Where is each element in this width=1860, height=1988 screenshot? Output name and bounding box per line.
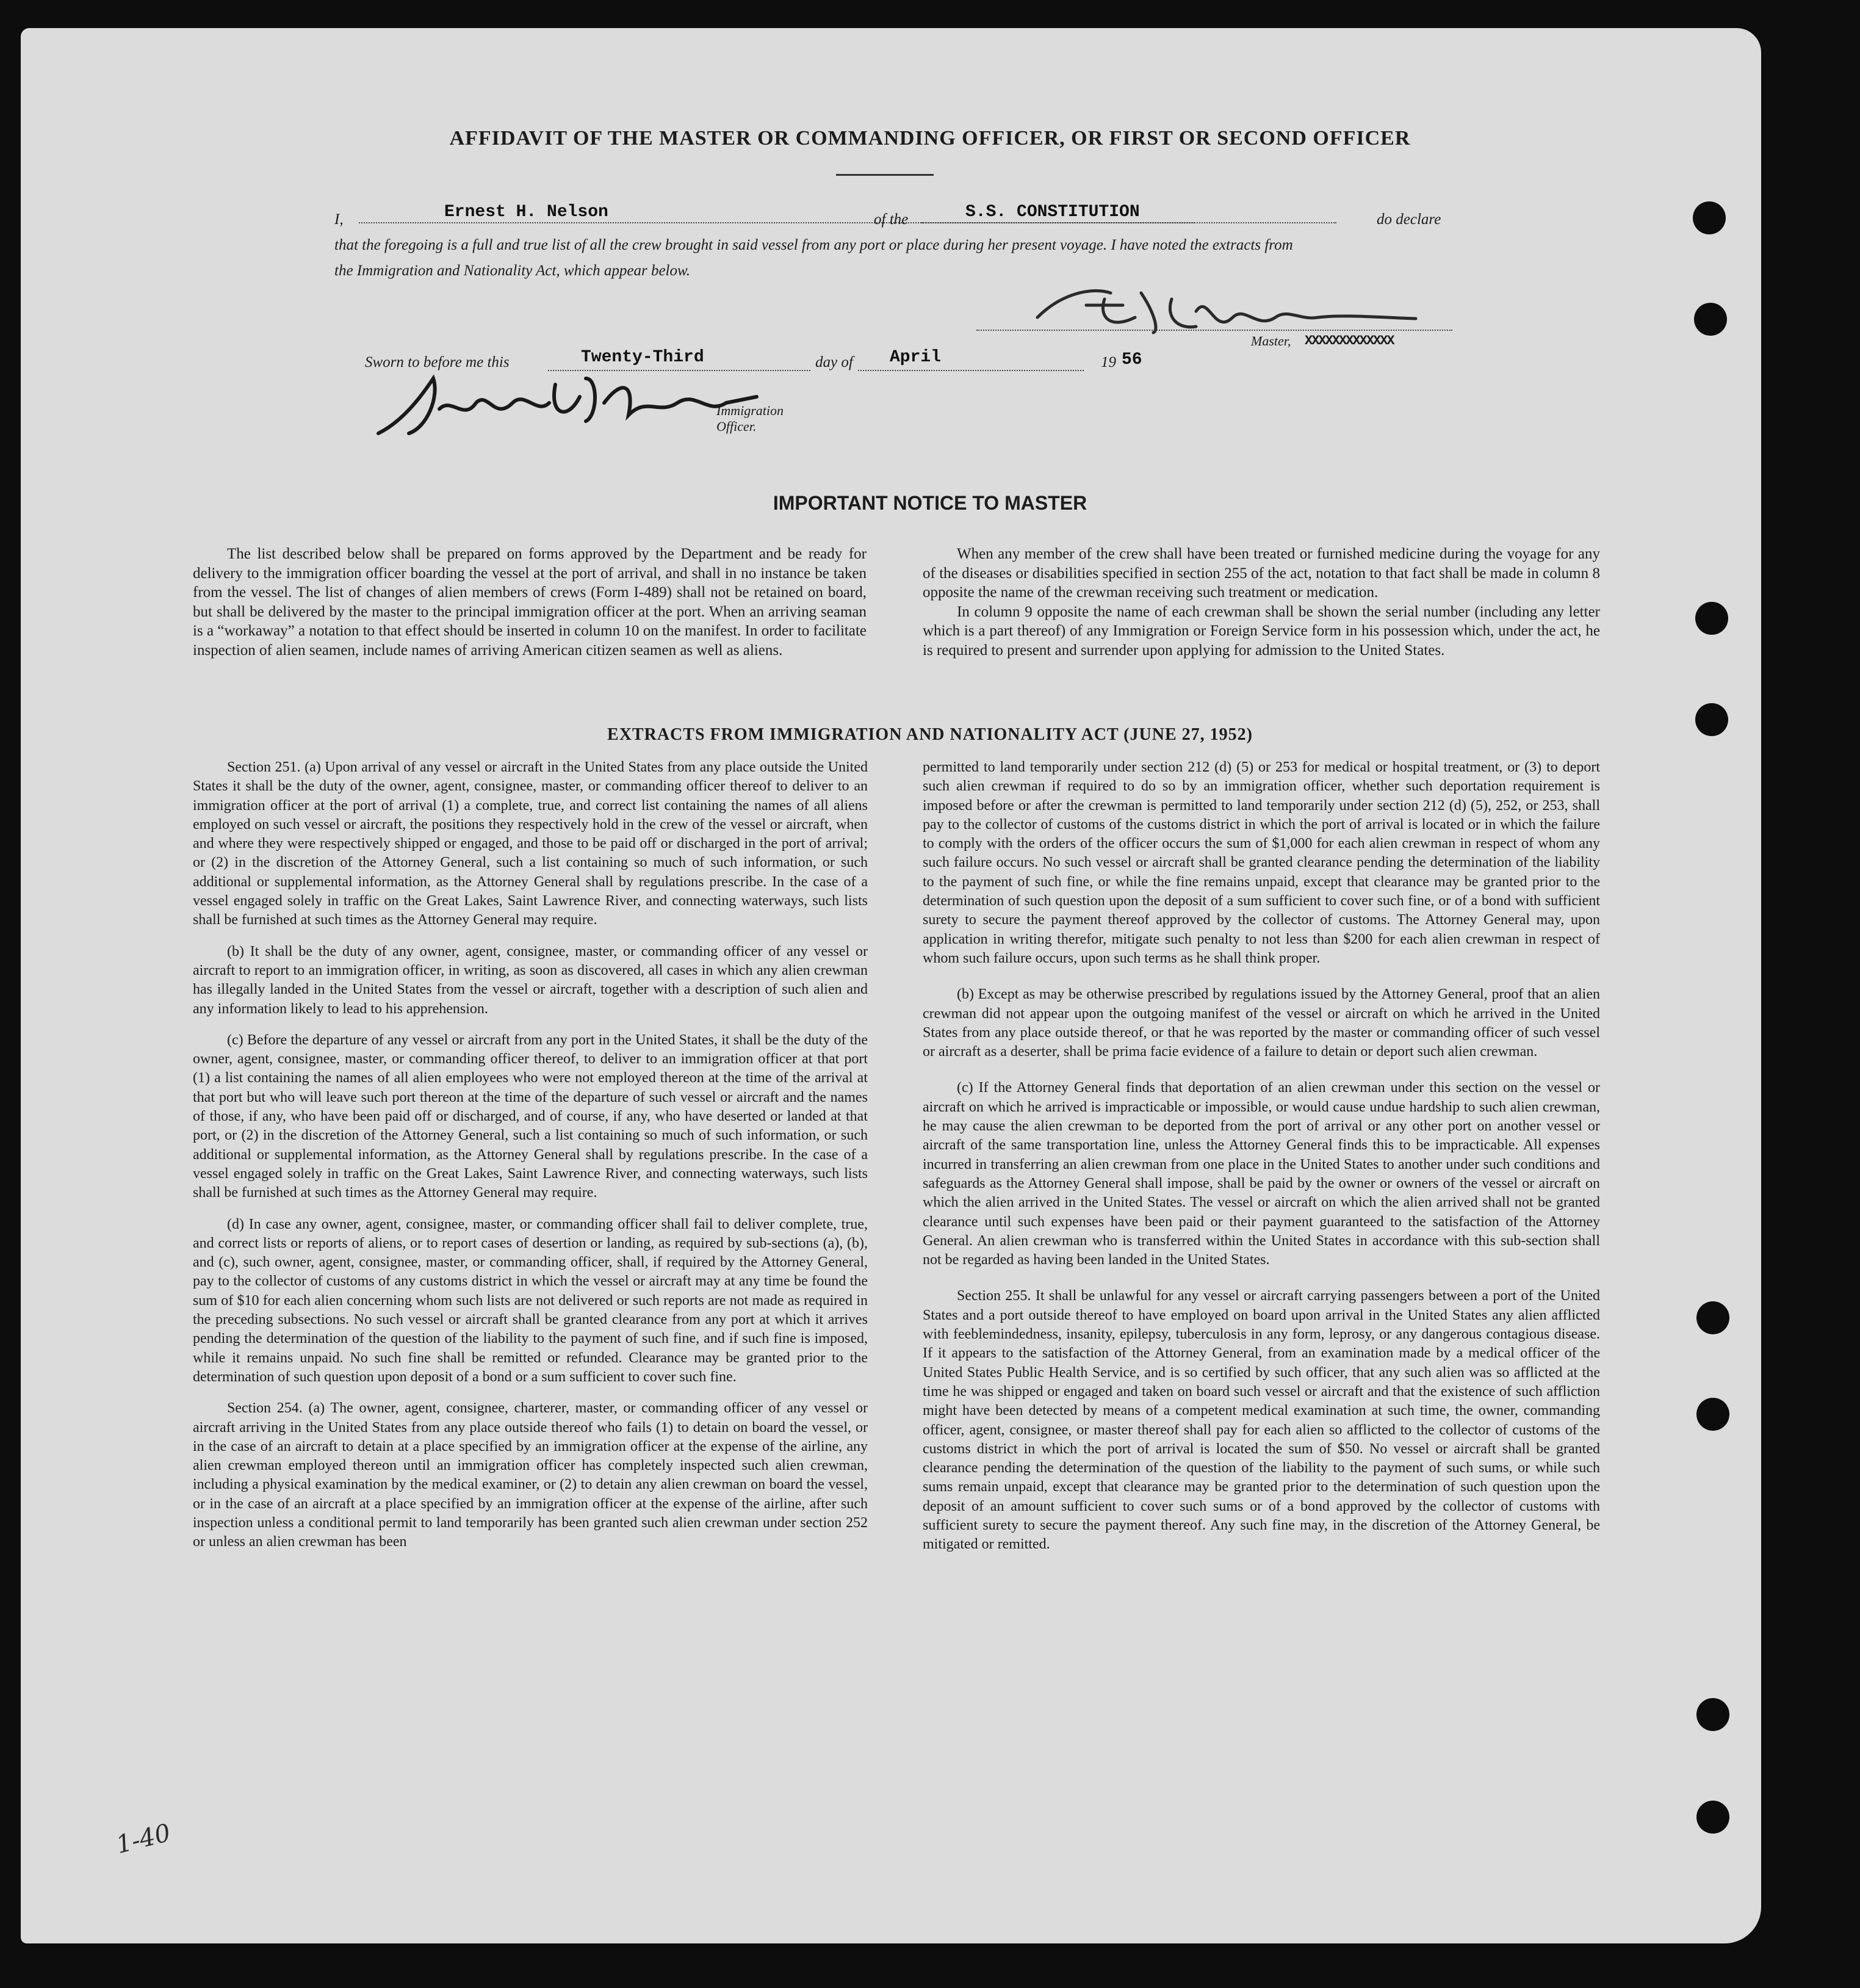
section-254-a-continued: permitted to land temporarily under section 212 (d) (5) or 253 for medical or hospital treatment, or (3) to deport such alien crewman if required to do so by an immigration officer, whether such deportation requirement is imposed before or after the crewman is permitted to land temporarily under section 212 (d) (5), 252, or 253, shall pay to the collector of customs of the customs district in which the port of arrival is located or in which the failure to comply with the orders of the officer occurs the sum of $1,000 for each alien crewman in respect of whom any such failure occurs. No such vessel or aircraft shall be granted clearance pending the determination of the liability to the payment of such fine, or while the fine remains unpaid, except that clearance may be granted prior to the determination of such question upon the deposit of a sum sufficient to cover such fine, or of a bond with sufficient surety to secure the payment thereof approved by the collector of customs. The Attorney General may, upon application in writing therefor, mitigate such penalty to not less than $200 for each alien crewman in respect of whom such failure occurs, upon such terms as he shall think proper.	[923, 759, 1600, 966]
punch-hole	[1696, 1301, 1729, 1334]
notice-heading: IMPORTANT NOTICE TO MASTER	[773, 492, 1087, 514]
declaration-text-line2: that the foregoing is a full and true list of all the crew brought in said vessel from any port or place during her present voyage. I have noted the extracts from	[334, 237, 1293, 253]
punch-hole	[1693, 201, 1726, 234]
notice-left-column	[193, 544, 867, 660]
punch-hole	[1696, 1698, 1729, 1731]
section-251-d: (d) In case any owner, agent, consignee, master, or commanding officer shall fail to deliver complete, true, and correct lists or reports of aliens, or to report cases of desertion or landing, as required by sub-sections (a), (b), and (c), such owner, agent, consignee, master, or commanding officer, shall, if required by the Attorney General, pay to the collector of customs of any customs district in which the vessel or aircraft may at any time be found the sum of $10 for each alien concerning whom such lists are not delivered or such reports are not made as required in the preceding subsections. No such vessel or aircraft shall be granted clearance from any port at which it arrives pending the determination of the question of the liability to the payment of such fine, and if such fine is imposed, while it remains unpaid. No such fine shall be remitted or refunded. Clearance may be granted prior to the determination of such question upon deposit of a bond or a sum sufficient to cover such fine.	[193, 1216, 868, 1385]
extracts-right-column	[923, 758, 1600, 1555]
handwritten-margin-note: 1-40	[113, 1818, 174, 1860]
notice-paragraph: In column 9 opposite the name of each crewman shall be shown the serial number (including any letter which is a part thereof) of any Immigration or Foreign Service form in his possession which, under the act, he is required to present and surrender upon applying for admission to the United States.	[923, 603, 1600, 659]
master-role-label: Master,	[1251, 333, 1291, 349]
punch-hole	[1695, 602, 1728, 635]
notice-paragraph: When any member of the crew shall have been treated or furnished medicine during the voyage for any of the diseases or disabilities specified in section 255 of the act, notation to that fact shall be made in column 8 opposite the name of the crewman receiving such treatment or medication.	[923, 546, 1600, 601]
section-254-a: Section 254. (a) The owner, agent, consignee, charterer, master, or commanding officer of any vessel or aircraft arriving in the United States from any place outside thereof who fails (1) to detain on board the vessel, or in the case of an aircraft to detain at a place specified by an immigration officer at the expense of the airline, any alien crewman employed thereon until an immigration officer has completely inspected such alien crewman, including a physical examination by the medical examiner, or (2) to detain any alien crewman on board the vessel, or in the case of an aircraft at a place specified by an immigration officer at the expense of the airline, after such inspection unless a conditional permit to land temporarily has been granted such alien crewman under section 252 or unless an alien crewman has been	[193, 1400, 868, 1550]
immigration-officer-label: Immigration Officer.	[716, 403, 784, 434]
declaration-text-line3: the Immigration and Nationality Act, which appear below.	[334, 262, 691, 279]
section-254-b: (b) Except as may be otherwise prescribed by regulations issued by the Attorney General, proof that an alien crewman did not appear upon the outgoing manifest of the vessel or aircraft on which he arrived in the United States from any place outside thereof, or that he was reported by the master or commanding officer of such vessel or aircraft as a deserter, shall be prima facie evidence of a failure to detain or deport such alien crewman.	[923, 986, 1600, 1060]
declaration-line	[334, 200, 1457, 230]
document-title: AFFIDAVIT OF THE MASTER OR COMMANDING OFFICER, OR FIRST OR SECOND OFFICER	[449, 127, 1411, 150]
section-251-b: (b) It shall be the duty of any owner, agent, consignee, master, or commanding officer of any vessel or aircraft to report to an immigration officer, in writing, as soon as discovered, all cases in which any alien crewman has illegally landed in the United States from the vessel or aircraft, together with a description of such alien and any information likely to lead to his apprehension.	[193, 943, 868, 1017]
sworn-day: Twenty-Third	[581, 348, 704, 367]
vessel-name: S.S. CONSTITUTION	[965, 203, 1140, 222]
vessel-blank	[921, 222, 1336, 223]
master-signature-line	[976, 330, 1452, 331]
master-signature-block	[1013, 275, 1465, 351]
section-251-c: (c) Before the departure of any vessel or aircraft from any port in the United States, it shall be the duty of the owner, agent, consignee, master, or commanding officer thereof, to deliver to an immigration officer at that port (1) a list containing the names of all alien employees who were not employed thereon at the time of the arrival at that port but who will leave such port thereon at the time of the departure of such vessel or aircraft and the names of those, if any, who have been paid off or discharged, and of course, if any, who have deserted or landed at that port, or (2) in the discretion of the Attorney General, such a list containing so much of such information, or such additional or supplemental information, as the Attorney General shall by regulations prescribe. In the case of a vessel engaged solely in traffic on the Great Lakes, Saint Lawrence River, and connecting waterways, such lists shall be furnished at such times as the Attorney General may require.	[193, 1032, 868, 1201]
punch-hole	[1696, 1398, 1729, 1431]
master-signature	[1013, 275, 1465, 348]
title-divider	[836, 174, 934, 176]
extracts-left-column	[193, 758, 868, 1552]
extracts-heading: EXTRACTS FROM IMMIGRATION AND NATIONALITY ACT (JUNE 27, 1952)	[607, 725, 1253, 744]
punch-hole	[1696, 1801, 1729, 1834]
notice-paragraph: The list described below shall be prepared on forms approved by the Department and be ready for delivery to the immigration officer boarding the vessel at the port of arrival, and shall in no instance be taken from the vessel. The list of changes of alien members of crews (Form I-489) shall not be retained on board, but shall be delivered by the master to the principal immigration officer at the port. When an arriving seaman is a “workaway” a notation to that effect should be inserted in column 10 on the manifest. In order to facilitate inspection of alien seamen, include names of arriving American citizen seamen as well as aliens.	[193, 546, 867, 659]
sworn-year: 56	[1122, 350, 1142, 369]
do-declare-label: do declare	[1377, 211, 1441, 228]
of-the-label: of the	[874, 211, 909, 228]
master-name: Ernest H. Nelson	[444, 203, 608, 222]
struck-out-text: XXXXXXXXXXXXX	[1305, 333, 1394, 349]
immigration-signature-block	[366, 360, 793, 449]
sworn-month: April	[890, 348, 942, 367]
punch-hole	[1694, 303, 1727, 336]
declaration-prefix: I,	[334, 211, 344, 228]
year-prefix: 19	[1101, 354, 1116, 370]
section-254-c: (c) If the Attorney General finds that deportation of an alien crewman under this section on the vessel or aircraft on which he arrived is impracticable or impossible, or would cause undue hardship to such alien crewman, he may cause the alien crewman to be deported from the port of arrival or any other port on another vessel or aircraft of the same transportation line, unless the Attorney General finds this to be impracticable. All expenses incurred in transferring an alien crewman from one place in the United States to another under such conditions and safeguards as the Attorney General shall impose, shall be paid by the owner or owners of the vessel or aircraft on which the alien arrived in the United States. The vessel or aircraft on which the alien arrived shall not be granted clearance until such expenses have been paid or their payment guaranteed to the satisfaction of the Attorney General. An alien crewman who is transferred within the United States in accordance with this sub-section shall not be regarded as having been landed in the United States.	[923, 1080, 1600, 1268]
day-of-label: day of	[815, 354, 853, 370]
section-255: Section 255. It shall be unlawful for any vessel or aircraft carrying passengers between a port of the United States and a port outside thereof to have employed on board upon arrival in the United States any alien afflicted with feeblemindedness, insanity, epilepsy, tuberculosis in any form, leprosy, or any dangerous contagious disease. If it appears to the satisfaction of the Attorney General, from an examination made by a medical officer of the United States Public Health Service, and is so certified by such officer, that any such alien was so afflicted at the time he was shipped or engaged and taken on board such vessel or aircraft and that the existence of such affliction might have been detected by means of a competent medical examination at such time, the owner, commanding officer, agent, consignee, or master thereof shall pay for each alien so afflicted to the collector of customs of the customs district in which the port of arrival is located the sum of $50. No vessel or aircraft shall be granted clearance pending the determination of the question of the liability to the payment of such sums, or while such sums remain unpaid, except that clearance may be granted prior to the determination of such question upon the deposit of an amount sufficient to cover such sums or of a bond approved by the collector of customs with sufficient surety to secure the payment thereof. Any such fine may, in the discretion of the Attorney General, be mitigated or remitted.	[923, 1288, 1600, 1553]
section-251-a: Section 251. (a) Upon arrival of any vessel or aircraft in the United States from any place outside the United States it shall be the duty of the owner, agent, consignee, master, or commanding officer thereof to deliver to an immigration officer at the port of arrival (1) a complete, true, and correct list containing the names of all aliens employed on such vessel or aircraft, the positions they respectively hold in the crew of the vessel or aircraft, when and where they were respectively shipped or engaged, and those to be paid off or discharged in the port of arrival; or (2) in the discretion of the Attorney General, such a list containing so much of such information, or such additional or supplemental information, as the Attorney General shall by regulations prescribe. In the case of a vessel engaged solely in traffic on the Great Lakes, Saint Lawrence River, and connecting waterways, such lists shall be furnished at such times as the Attorney General may require.	[193, 759, 868, 928]
notice-right-column	[923, 544, 1600, 660]
sworn-prefix: Sworn to before me this	[365, 354, 510, 370]
month-blank	[858, 370, 1084, 371]
